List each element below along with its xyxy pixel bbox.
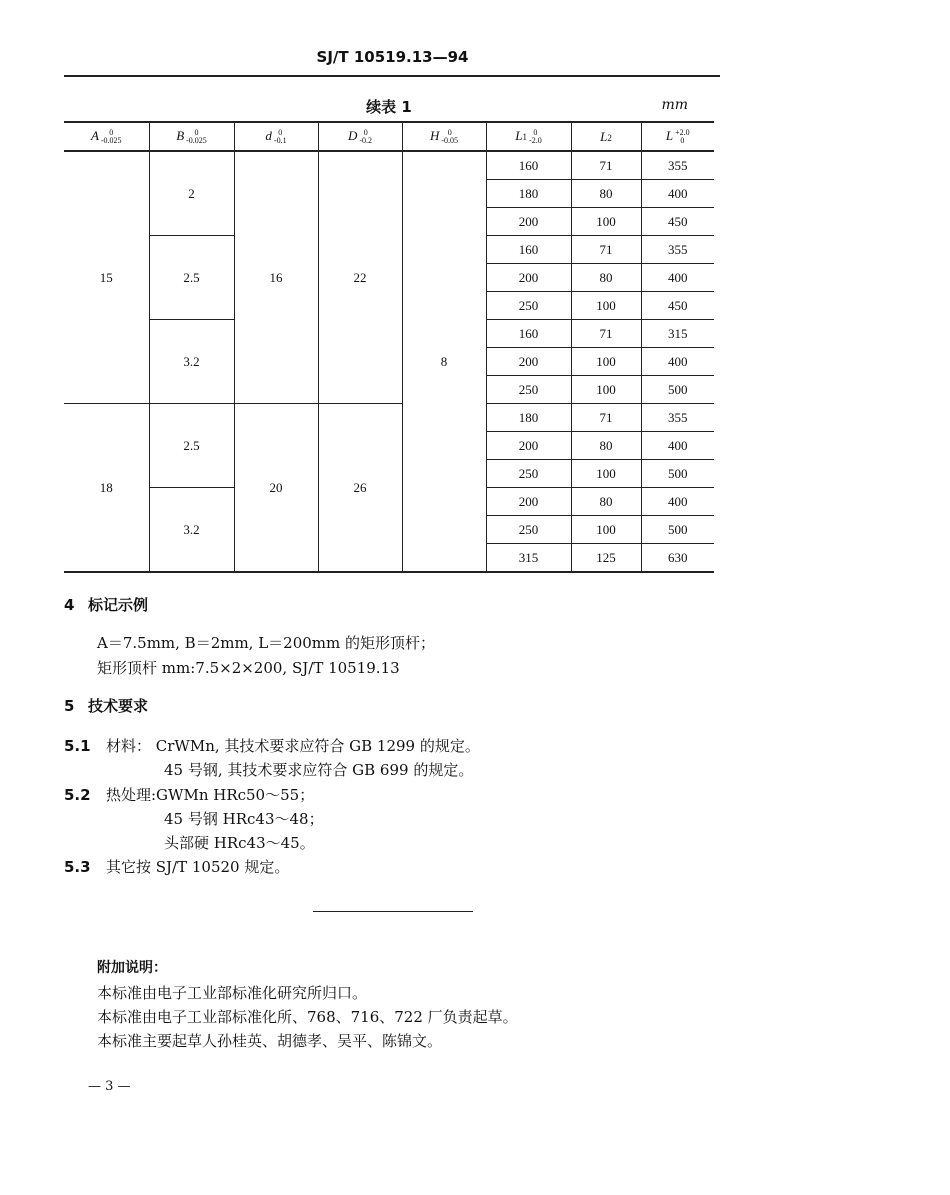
- table-row: [64, 151, 714, 180]
- page-number: — 3 —: [88, 1079, 131, 1094]
- cell-l1: 250: [486, 292, 571, 320]
- cell-l1: 160: [486, 320, 571, 348]
- cell-a: 15: [64, 151, 149, 404]
- cell-l2: 71: [571, 320, 641, 348]
- note-line-3: 本标准主要起草人孙桂英、胡德孝、吴平、陈锦文。: [97, 1032, 443, 1050]
- cell-b: 2.5: [149, 404, 234, 488]
- cell-l1: 250: [486, 460, 571, 488]
- cell-l2: 100: [571, 348, 641, 376]
- cell-l2: 80: [571, 432, 641, 460]
- cell-l1: 180: [486, 180, 571, 208]
- table-title: 续表 1: [366, 98, 412, 116]
- cell-l: 450: [641, 292, 714, 320]
- cell-l2: 80: [571, 180, 641, 208]
- cell-b: 2: [149, 151, 234, 236]
- cell-big-d: 22: [318, 151, 402, 404]
- cell-l2: 100: [571, 516, 641, 544]
- item-5-2-line-2: 45 号钢 HRc43～48；: [164, 810, 324, 828]
- cell-l: 355: [641, 404, 714, 432]
- cell-big-d: 26: [318, 404, 402, 573]
- item-5-2-line-3: 头部硬 HRc43～45。: [164, 834, 315, 852]
- cell-l2: 71: [571, 236, 641, 264]
- cell-a: 18: [64, 404, 149, 573]
- marking-example-line-1: A＝7.5mm, B＝2mm, L＝200mm 的矩形顶杆；: [97, 634, 436, 652]
- cell-l1: 160: [486, 236, 571, 264]
- item-5-3: 5.3 其它按 SJ/T 10520 规定。: [64, 858, 290, 876]
- cell-l: 630: [641, 544, 714, 573]
- col-header-a: A 0 -0.025: [64, 122, 149, 151]
- item-5-1: 5.1 材料： CrWMn, 其技术要求应符合 GB 1299 的规定。: [64, 737, 480, 755]
- cell-l: 400: [641, 432, 714, 460]
- cell-b: 3.2: [149, 320, 234, 404]
- cell-l2: 100: [571, 292, 641, 320]
- cell-l1: 200: [486, 208, 571, 236]
- cell-l: 500: [641, 376, 714, 404]
- cell-l1: 250: [486, 376, 571, 404]
- marking-example-line-2: 矩形顶杆 mm:7.5×2×200, SJ/T 10519.13: [97, 659, 400, 677]
- cell-l1: 160: [486, 151, 571, 180]
- document-code-header: SJ/T 10519.13—94: [316, 48, 469, 66]
- cell-l2: 80: [571, 264, 641, 292]
- note-title: 附加说明：: [97, 960, 167, 976]
- cell-l1: 200: [486, 264, 571, 292]
- cell-l: 450: [641, 208, 714, 236]
- table-row: [64, 404, 714, 432]
- cell-l1: 200: [486, 432, 571, 460]
- cell-l2: 100: [571, 460, 641, 488]
- cell-l2: 100: [571, 376, 641, 404]
- cell-l2: 71: [571, 404, 641, 432]
- col-header-l1: L1 0 -2.0: [486, 122, 571, 151]
- cell-l2: 100: [571, 208, 641, 236]
- cell-l1: 315: [486, 544, 571, 573]
- cell-d: 20: [234, 404, 318, 573]
- cell-l: 500: [641, 516, 714, 544]
- dimensions-table: [64, 121, 714, 573]
- cell-b: 2.5: [149, 236, 234, 320]
- cell-d: 16: [234, 151, 318, 404]
- note-line-1: 本标准由电子工业部标准化研究所归口。: [97, 984, 368, 1002]
- cell-l2: 125: [571, 544, 641, 573]
- cell-l: 355: [641, 236, 714, 264]
- section-5-heading: 5 技术要求: [64, 697, 149, 715]
- note-line-2: 本标准由电子工业部标准化所、768、716、722 厂负责起草。: [97, 1008, 518, 1026]
- table-caption: [64, 96, 714, 116]
- cell-l: 400: [641, 264, 714, 292]
- cell-b: 3.2: [149, 488, 234, 573]
- col-header-h: H 0 -0.05: [402, 122, 486, 151]
- table-unit: mm: [661, 97, 688, 113]
- cell-l1: 200: [486, 488, 571, 516]
- table-header-row: [64, 122, 714, 151]
- item-5-2: 5.2 热处理:GWMn HRc50～55；: [64, 786, 315, 804]
- col-header-b: B 0 -0.025: [149, 122, 234, 151]
- cell-l: 315: [641, 320, 714, 348]
- cell-l: 400: [641, 488, 714, 516]
- cell-h: 8: [402, 151, 486, 572]
- cell-l: 355: [641, 151, 714, 180]
- cell-l: 400: [641, 180, 714, 208]
- cell-l: 400: [641, 348, 714, 376]
- col-header-l2: L2: [571, 122, 641, 151]
- header-rule: [64, 75, 720, 77]
- item-5-1-line-2: 45 号钢, 其技术要求应符合 GB 699 的规定。: [164, 761, 474, 779]
- cell-l2: 80: [571, 488, 641, 516]
- cell-l1: 200: [486, 348, 571, 376]
- cell-l: 500: [641, 460, 714, 488]
- section-4-heading: 4 标记示例: [64, 596, 149, 614]
- col-header-l: L +2.0 0: [641, 122, 714, 151]
- end-rule: [313, 911, 473, 912]
- cell-l1: 180: [486, 404, 571, 432]
- col-header-big-d: D 0 -0.2: [318, 122, 402, 151]
- cell-l2: 71: [571, 151, 641, 180]
- cell-l1: 250: [486, 516, 571, 544]
- col-header-d: d 0 -0.1: [234, 122, 318, 151]
